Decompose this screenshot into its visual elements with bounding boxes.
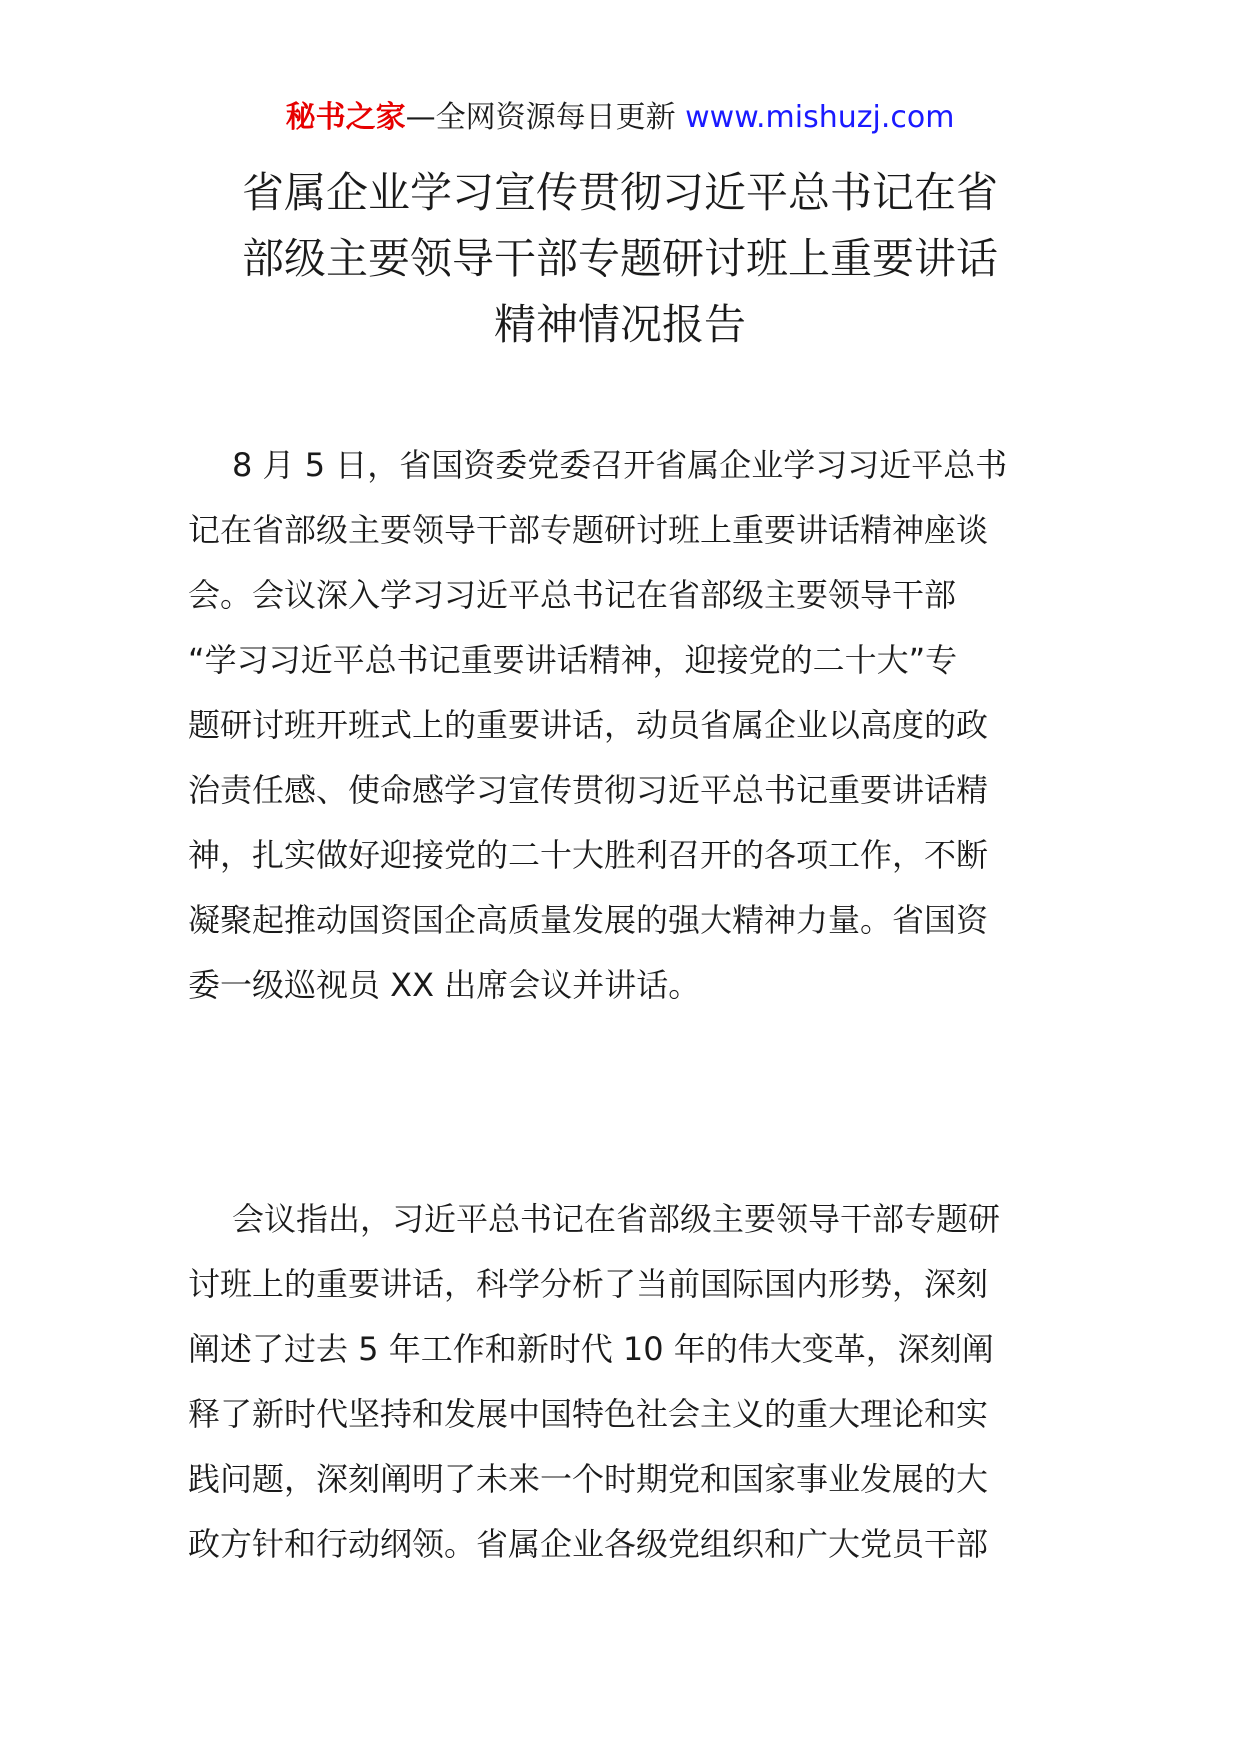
- paragraph-line: 会议指出，习近平总书记在省部级主要领导干部专题研: [232, 1200, 1001, 1238]
- paragraph-line: 会。会议深入学习习近平总书记在省部级主要领导干部: [188, 576, 957, 614]
- site-url[interactable]: www.mishuzj.com: [685, 100, 955, 135]
- paragraph-line: 凝聚起推动国资国企高质量发展的强大精神力量。省国资: [188, 901, 989, 939]
- title-line: 部级主要领导干部专题研讨班上重要讲话: [241, 234, 998, 283]
- paragraph-line: 记在省部级主要领导干部专题研讨班上重要讲话精神座谈: [188, 511, 989, 549]
- paragraph-line: 政方针和行动纲领。省属企业各级党组织和广大党员干部: [188, 1525, 989, 1563]
- paragraph-line: 阐述了过去 5 年工作和新时代 10 年的伟大变革，深刻阐: [188, 1330, 994, 1368]
- paragraph-line: 讨班上的重要讲话，科学分析了当前国际国内形势，深刻: [188, 1265, 989, 1303]
- paragraph-line: 题研讨班开班式上的重要讲话，动员省属企业以高度的政: [188, 706, 989, 744]
- paragraph-2: [188, 1187, 1058, 1577]
- title-line: 精神情况报告: [493, 300, 746, 349]
- header-slogan: —全网资源每日更新: [405, 100, 676, 135]
- paragraph-1: [188, 433, 1058, 1018]
- paragraph-line: 神，扎实做好迎接党的二十大胜利召开的各项工作，不断: [188, 836, 989, 874]
- paragraph-line: 8 月 5 日，省国资委党委召开省属企业学习习近平总书: [232, 446, 1008, 484]
- brand-name: 秘书之家: [285, 100, 406, 135]
- document-title: [190, 160, 1050, 358]
- paragraph-line: 治责任感、使命感学习宣传贯彻习近平总书记重要讲话精: [188, 771, 989, 809]
- title-line: 省属企业学习宣传贯彻习近平总书记在省: [241, 168, 998, 217]
- paragraph-line: 践问题，深刻阐明了未来一个时期党和国家事业发展的大: [188, 1460, 989, 1498]
- paragraph-line: “学习习近平总书记重要讲话精神，迎接党的二十大”专: [188, 641, 958, 679]
- paragraph-line: 委一级巡视员 XX 出席会议并讲话。: [188, 966, 701, 1004]
- paragraph-line: 释了新时代坚持和发展中国特色社会主义的重大理论和实: [188, 1395, 989, 1433]
- site-header: [0, 98, 1240, 138]
